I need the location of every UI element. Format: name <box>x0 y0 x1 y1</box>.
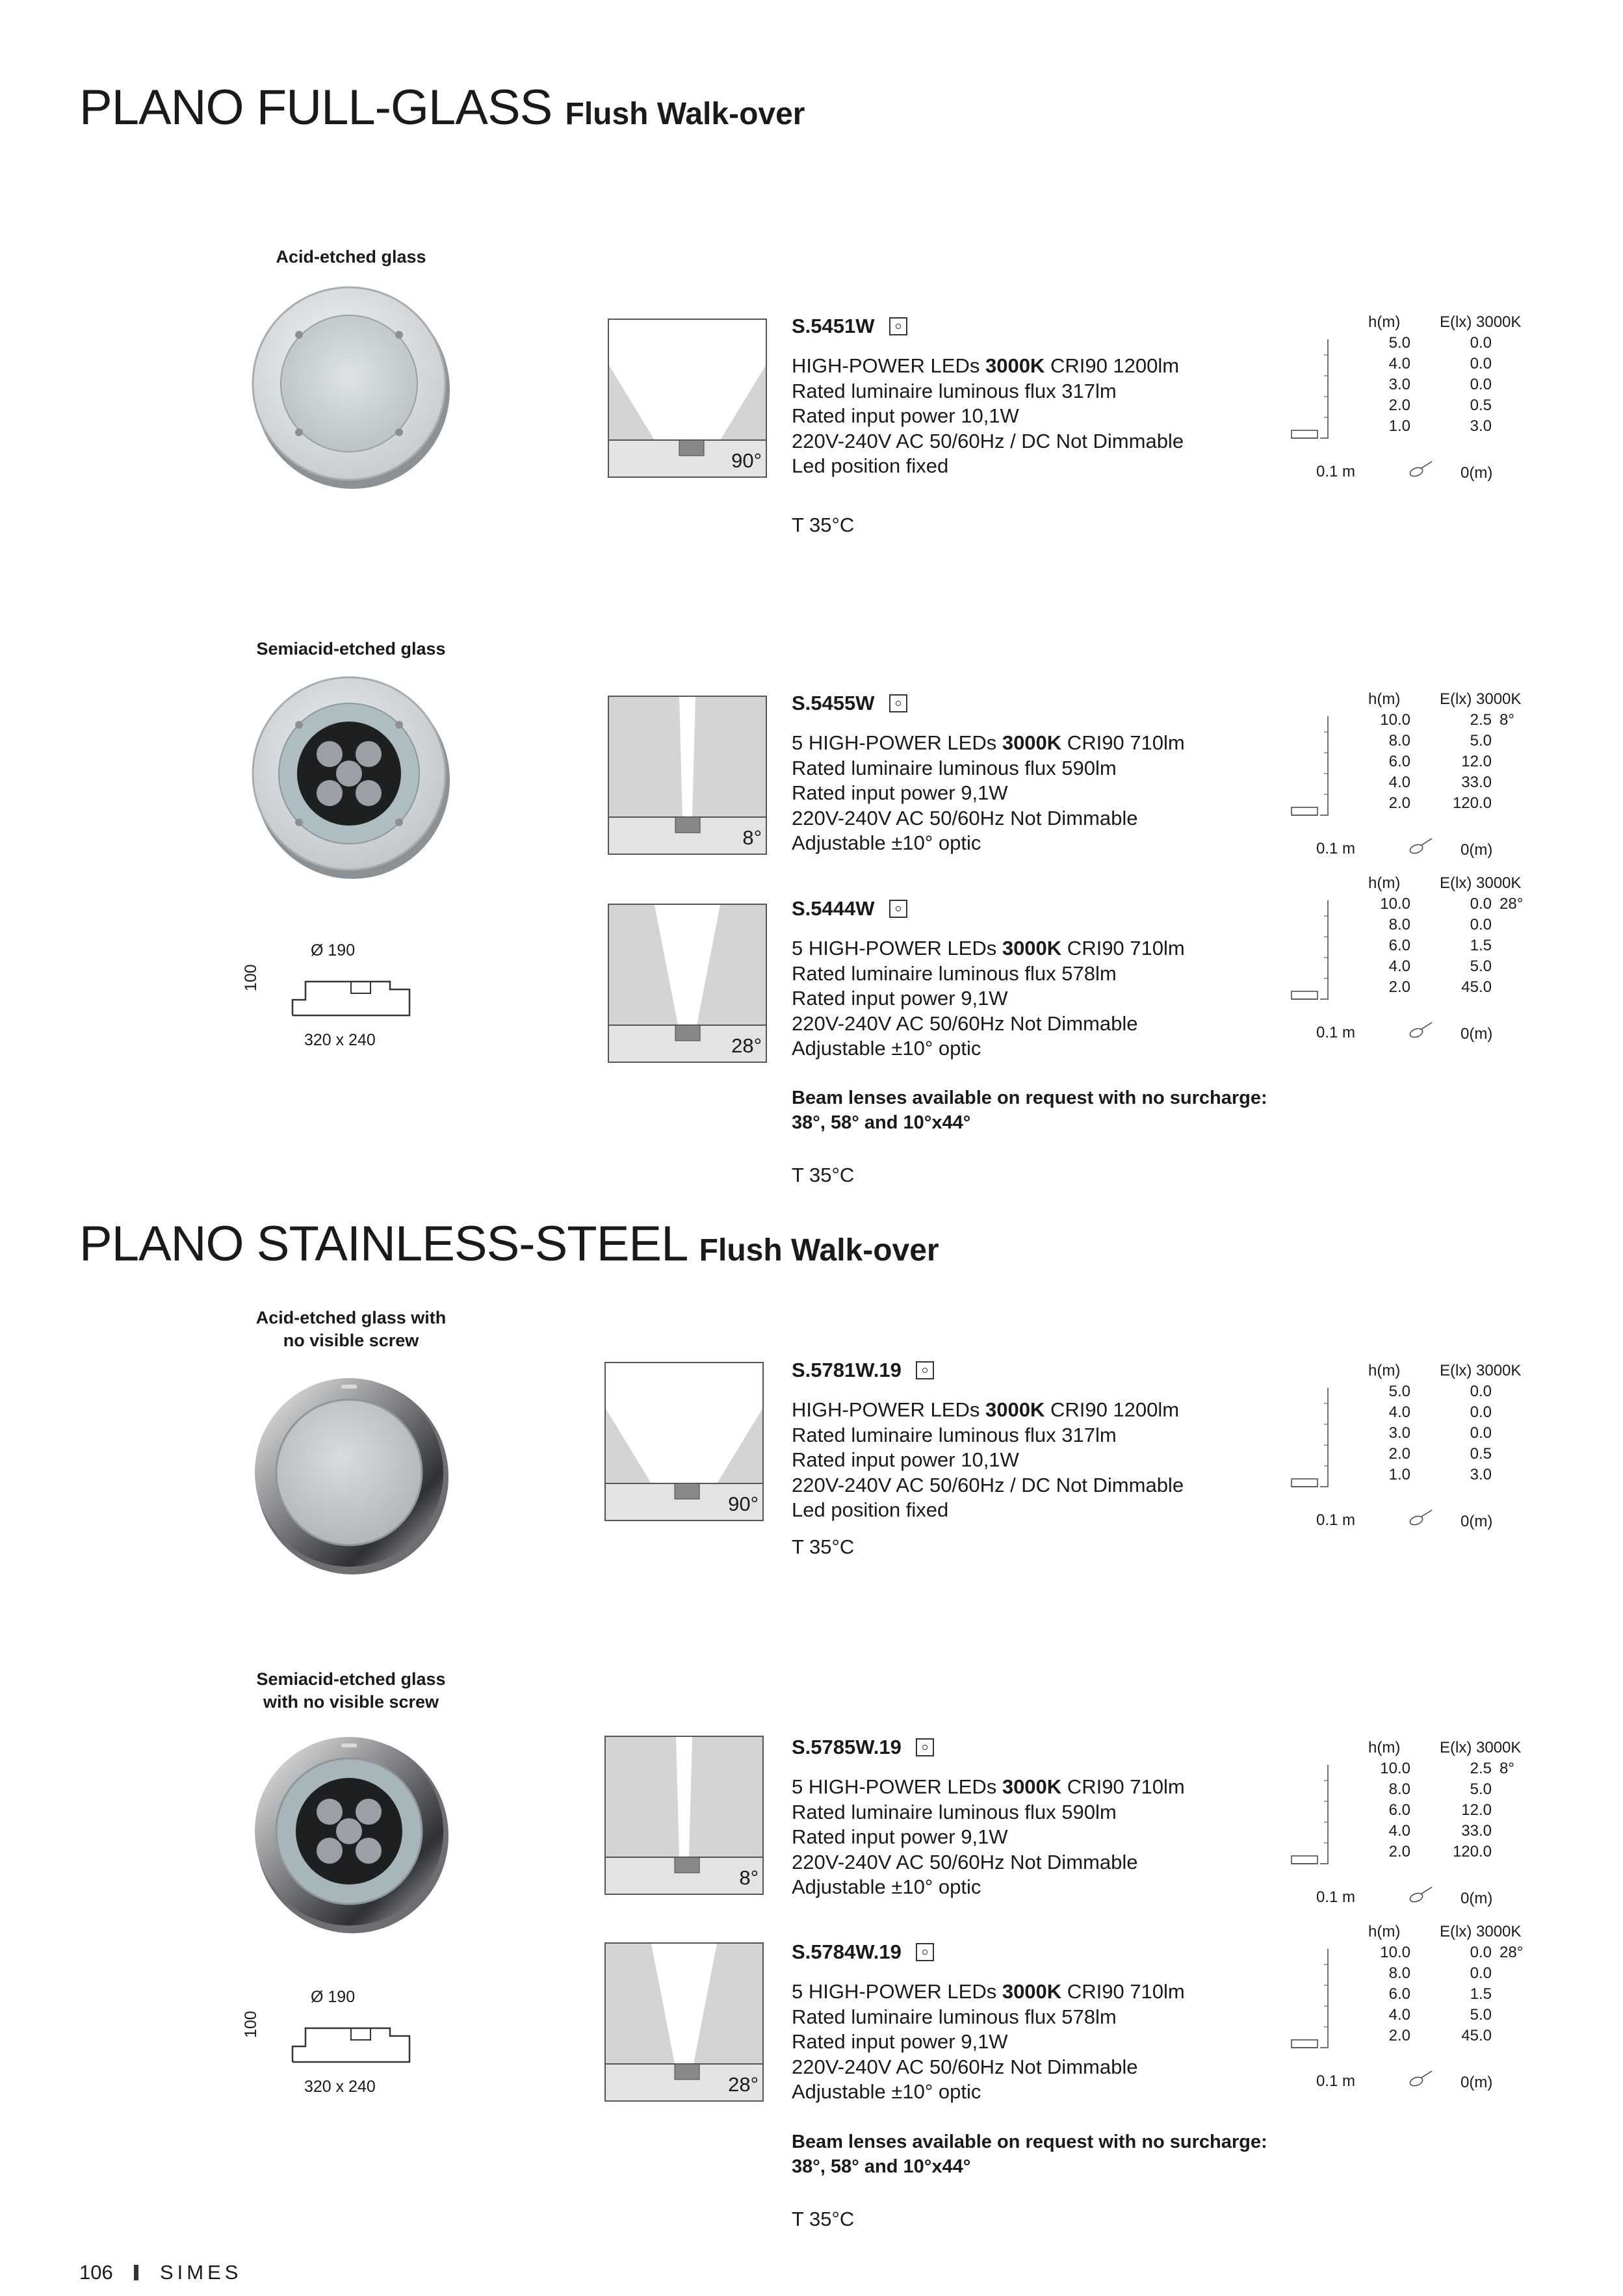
product-image-stainless-acid <box>248 1365 456 1580</box>
product-code: S.5784W.19 <box>792 1940 902 1963</box>
table-origin-label: 0(m) <box>1461 2074 1493 2091</box>
table-base-label: 0.1 m <box>1316 1511 1356 1529</box>
table-header-e: E(lx) 3000K <box>1440 690 1522 708</box>
table-height-value: 3.0 <box>1388 376 1410 393</box>
spec-line-5: Adjustable ±10° optic <box>792 831 981 854</box>
table-header-e: E(lx) 3000K <box>1440 1739 1522 1756</box>
illuminance-table <box>1290 313 1531 489</box>
temperature-note: T 35°C <box>792 514 855 536</box>
spec-line-3: Rated input power 9,1W <box>792 781 1008 804</box>
spec-line-4: 220V-240V AC 50/60Hz Not Dimmable <box>792 2055 1138 2078</box>
spec-line-3: Rated input power 9,1W <box>792 987 1008 1010</box>
table-height-value: 6.0 <box>1388 1801 1410 1819</box>
table-height-value: 6.0 <box>1388 1985 1410 2003</box>
beam-angle: 8° <box>739 1866 759 1889</box>
spec-line-1: 5 HIGH-POWER LEDs 3000K CRI90 710lm <box>792 1980 1185 2003</box>
product-image-stainless-semiacid <box>248 1724 456 1938</box>
table-height-value: 8.0 <box>1388 1781 1410 1798</box>
spec-line-3: Rated input power 9,1W <box>792 1825 1008 1848</box>
table-height-value: 2.0 <box>1388 1445 1410 1463</box>
spec-line-4: 220V-240V AC 50/60Hz Not Dimmable <box>792 1011 1138 1035</box>
table-base-label: 0.1 m <box>1316 1888 1356 1906</box>
dimension-diameter: Ø 190 <box>311 941 356 959</box>
table-height-value: 4.0 <box>1388 958 1410 975</box>
table-header-e: E(lx) 3000K <box>1440 874 1522 892</box>
table-lux-value: 5.0 <box>1470 1781 1492 1798</box>
beam-lenses-note: Beam lenses available on request with no surcharge: 38°, 58° and 10°x44° <box>792 1088 1267 1133</box>
table-axis-diagram <box>1290 900 1420 1011</box>
table-header-h: h(m) <box>1368 313 1401 331</box>
table-lux-value: 45.0 <box>1461 978 1492 996</box>
illuminance-table <box>1290 1362 1531 1537</box>
caption-semiacid-etched-no-screw: Semiacid-etched glass with no visible screw <box>256 1669 446 1712</box>
spec-line-4: 220V-240V AC 50/60Hz Not Dimmable <box>792 1850 1138 1873</box>
spec-line-1: 5 HIGH-POWER LEDs 3000K CRI90 710lm <box>792 1775 1185 1798</box>
table-height-value: 10.0 <box>1380 895 1410 913</box>
symbol-icon <box>916 1943 934 1961</box>
table-lux-value: 33.0 <box>1461 1822 1492 1840</box>
table-lux-value: 0.5 <box>1470 1445 1492 1463</box>
table-beam-angle: 28° <box>1500 1944 1524 1961</box>
symbol-icon <box>889 694 907 712</box>
product-spec-s5455w <box>792 692 1286 856</box>
section-subtitle: Flush Walk-over <box>565 97 805 131</box>
dimension-size: 320 x 240 <box>304 2078 376 2096</box>
table-axis-diagram <box>1290 1949 1420 2059</box>
dimension-height: 100 <box>242 964 260 991</box>
page-footer <box>79 2261 242 2284</box>
floor-marker-icon <box>1401 2066 1440 2092</box>
table-lux-value: 0.0 <box>1470 1383 1492 1400</box>
beam-diagram-28 <box>604 1942 764 2102</box>
table-axis-diagram <box>1290 1388 1420 1498</box>
table-height-value: 1.0 <box>1388 1466 1410 1483</box>
table-lux-value: 2.5 <box>1470 711 1492 729</box>
table-lux-value: 0.0 <box>1470 376 1492 393</box>
spec-line-2: Rated luminaire luminous flux 590lm <box>792 756 1117 779</box>
table-height-value: 4.0 <box>1388 1403 1410 1421</box>
table-lux-value: 1.5 <box>1470 1985 1492 2003</box>
table-lux-value: 0.0 <box>1470 355 1492 372</box>
table-axis-diagram <box>1290 339 1420 450</box>
table-height-value: 8.0 <box>1388 916 1410 933</box>
floor-marker-icon <box>1401 833 1440 859</box>
table-origin-label: 0(m) <box>1461 1513 1493 1530</box>
spec-line-4: 220V-240V AC 50/60Hz Not Dimmable <box>792 806 1138 829</box>
table-base-label: 0.1 m <box>1316 2072 1356 2090</box>
spec-line-5: Adjustable ±10° optic <box>792 1875 981 1898</box>
dimension-drawing <box>286 974 416 1019</box>
table-lux-value: 0.0 <box>1470 895 1492 913</box>
table-lux-value: 0.0 <box>1470 1944 1492 1961</box>
spec-line-1: HIGH-POWER LEDs 3000K CRI90 1200lm <box>792 354 1180 377</box>
table-height-value: 10.0 <box>1380 1944 1410 1961</box>
table-lux-value: 5.0 <box>1470 732 1492 750</box>
symbol-icon <box>916 1361 934 1379</box>
table-lux-value: 33.0 <box>1461 774 1492 791</box>
spec-line-4: 220V-240V AC 50/60Hz / DC Not Dimmable <box>792 429 1184 452</box>
spec-line-3: Rated input power 10,1W <box>792 404 1019 427</box>
floor-marker-icon <box>1401 1505 1440 1531</box>
table-height-value: 2.0 <box>1388 978 1410 996</box>
table-lux-value: 3.0 <box>1470 417 1492 435</box>
table-axis-diagram <box>1290 1765 1420 1875</box>
spec-line-1: 5 HIGH-POWER LEDs 3000K CRI90 710lm <box>792 731 1185 754</box>
table-height-value: 2.0 <box>1388 2027 1410 2044</box>
product-spec-s5785w19 <box>792 1736 1286 1900</box>
floor-marker-icon <box>1401 1882 1440 1908</box>
product-spec-s5451w <box>792 315 1286 479</box>
brand-name: SIMES <box>159 2261 242 2284</box>
spec-line-2: Rated luminaire luminous flux 578lm <box>792 961 1117 985</box>
product-image-full-glass-acid <box>248 273 456 494</box>
product-code: S.5451W <box>792 315 875 337</box>
table-origin-label: 0(m) <box>1461 1890 1493 1907</box>
table-height-value: 6.0 <box>1388 753 1410 770</box>
table-header-h: h(m) <box>1368 1739 1401 1756</box>
beam-angle: 28° <box>731 1034 762 1057</box>
table-height-value: 5.0 <box>1388 334 1410 352</box>
product-code: S.5444W <box>792 897 875 920</box>
dimension-diameter: Ø 190 <box>311 1988 356 2006</box>
spec-line-2: Rated luminaire luminous flux 578lm <box>792 2005 1117 2028</box>
beam-lenses-note: Beam lenses available on request with no surcharge: 38°, 58° and 10°x44° <box>792 2132 1267 2177</box>
floor-marker-icon <box>1401 1017 1440 1043</box>
illuminance-table <box>1290 1739 1531 1914</box>
spec-line-2: Rated luminaire luminous flux 317lm <box>792 1423 1117 1446</box>
table-header-h: h(m) <box>1368 690 1401 708</box>
table-height-value: 2.0 <box>1388 397 1410 414</box>
product-image-full-glass-semiacid <box>248 663 456 884</box>
table-lux-value: 3.0 <box>1470 1466 1492 1483</box>
table-lux-value: 0.0 <box>1470 1403 1492 1421</box>
table-lux-value: 2.5 <box>1470 1760 1492 1777</box>
table-beam-angle: 8° <box>1500 1760 1514 1777</box>
section-subtitle: Flush Walk-over <box>699 1233 939 1268</box>
beam-angle: 90° <box>728 1493 759 1515</box>
table-beam-angle: 8° <box>1500 711 1514 729</box>
table-base-label: 0.1 m <box>1316 840 1356 857</box>
spec-line-3: Rated input power 10,1W <box>792 1448 1019 1471</box>
table-base-label: 0.1 m <box>1316 463 1356 480</box>
table-height-value: 6.0 <box>1388 937 1410 954</box>
spec-line-1: 5 HIGH-POWER LEDs 3000K CRI90 710lm <box>792 937 1185 959</box>
beam-diagram-8 <box>604 1736 764 1895</box>
table-height-value: 10.0 <box>1380 711 1410 729</box>
spec-line-5: Adjustable ±10° optic <box>792 1037 981 1060</box>
table-header-h: h(m) <box>1368 1362 1401 1379</box>
table-beam-angle: 28° <box>1500 895 1524 913</box>
table-header-h: h(m) <box>1368 874 1401 892</box>
table-lux-value: 5.0 <box>1470 958 1492 975</box>
spec-line-2: Rated luminaire luminous flux 317lm <box>792 379 1117 402</box>
table-lux-value: 12.0 <box>1461 753 1492 770</box>
product-spec-s5784w19 <box>792 1940 1286 2105</box>
table-lux-value: 5.0 <box>1470 2006 1492 2024</box>
product-spec-s5444w <box>792 897 1286 1062</box>
table-header-e: E(lx) 3000K <box>1440 1923 1522 1940</box>
table-height-value: 4.0 <box>1388 1822 1410 1840</box>
caption-semiacid-etched: Semiacid-etched glass <box>256 639 446 659</box>
table-lux-value: 120.0 <box>1452 794 1492 812</box>
table-height-value: 5.0 <box>1388 1383 1410 1400</box>
table-lux-value: 1.5 <box>1470 937 1492 954</box>
beam-angle: 28° <box>728 2073 759 2096</box>
beam-angle: 8° <box>742 826 762 849</box>
table-height-value: 4.0 <box>1388 2006 1410 2024</box>
table-height-value: 1.0 <box>1388 417 1410 435</box>
table-height-value: 8.0 <box>1388 732 1410 750</box>
spec-line-1: HIGH-POWER LEDs 3000K CRI90 1200lm <box>792 1398 1180 1421</box>
temperature-note: T 35°C <box>792 1164 855 1186</box>
illuminance-table <box>1290 874 1531 1050</box>
spec-line-4: 220V-240V AC 50/60Hz / DC Not Dimmable <box>792 1473 1184 1496</box>
table-lux-value: 12.0 <box>1461 1801 1492 1819</box>
table-origin-label: 0(m) <box>1461 464 1493 482</box>
caption-acid-etched-no-screw: Acid-etched glass with no visible screw <box>255 1308 447 1350</box>
table-height-value: 2.0 <box>1388 794 1410 812</box>
table-lux-value: 0.0 <box>1470 334 1492 352</box>
table-axis-diagram <box>1290 716 1420 827</box>
table-base-label: 0.1 m <box>1316 1024 1356 1041</box>
beam-diagram-8 <box>608 696 767 855</box>
table-lux-value: 0.5 <box>1470 397 1492 414</box>
floor-marker-icon <box>1401 456 1440 482</box>
table-lux-value: 120.0 <box>1452 1843 1492 1860</box>
beam-diagram-90 <box>604 1362 764 1521</box>
table-header-e: E(lx) 3000K <box>1440 1362 1522 1379</box>
table-lux-value: 0.0 <box>1470 1964 1492 1982</box>
beam-diagram-28 <box>608 904 767 1063</box>
section-title-stainless-steel: PLANO STAINLESS-STEEL Flush Walk-over <box>79 1216 939 1272</box>
spec-line-3: Rated input power 9,1W <box>792 2030 1008 2053</box>
dimension-height: 100 <box>242 2011 260 2038</box>
table-height-value: 4.0 <box>1388 774 1410 791</box>
table-header-h: h(m) <box>1368 1923 1401 1940</box>
table-lux-value: 0.0 <box>1470 916 1492 933</box>
table-height-value: 10.0 <box>1380 1760 1410 1777</box>
beam-diagram-90 <box>608 319 767 478</box>
temperature-note: T 35°C <box>792 2208 855 2230</box>
product-code: S.5781W.19 <box>792 1359 902 1381</box>
spec-line-5: Adjustable ±10° optic <box>792 2080 981 2103</box>
table-height-value: 8.0 <box>1388 1964 1410 1982</box>
temperature-note: T 35°C <box>792 1535 855 1558</box>
section-title-full-glass: PLANO FULL-GLASS Flush Walk-over <box>79 80 805 135</box>
table-height-value: 4.0 <box>1388 355 1410 372</box>
table-height-value: 3.0 <box>1388 1424 1410 1442</box>
footer-separator <box>134 2265 138 2280</box>
product-spec-s5781w19 <box>792 1359 1286 1523</box>
table-origin-label: 0(m) <box>1461 841 1493 859</box>
table-header-e: E(lx) 3000K <box>1440 313 1522 331</box>
symbol-icon <box>889 317 907 335</box>
table-height-value: 2.0 <box>1388 1843 1410 1860</box>
table-lux-value: 0.0 <box>1470 1424 1492 1442</box>
page-number: 106 <box>79 2261 113 2284</box>
product-code: S.5785W.19 <box>792 1736 902 1758</box>
product-code: S.5455W <box>792 692 875 714</box>
illuminance-table <box>1290 1923 1531 2098</box>
table-origin-label: 0(m) <box>1461 1025 1493 1043</box>
symbol-icon <box>889 900 907 918</box>
caption-acid-etched: Acid-etched glass <box>276 247 426 267</box>
dimension-size: 320 x 240 <box>304 1031 376 1049</box>
beam-angle: 90° <box>731 449 762 472</box>
spec-line-5: Led position fixed <box>792 454 949 477</box>
table-lux-value: 45.0 <box>1461 2027 1492 2044</box>
spec-line-2: Rated luminaire luminous flux 590lm <box>792 1800 1117 1823</box>
symbol-icon <box>916 1738 934 1756</box>
illuminance-table <box>1290 690 1531 866</box>
spec-line-5: Led position fixed <box>792 1498 949 1521</box>
dimension-drawing <box>286 2020 416 2066</box>
